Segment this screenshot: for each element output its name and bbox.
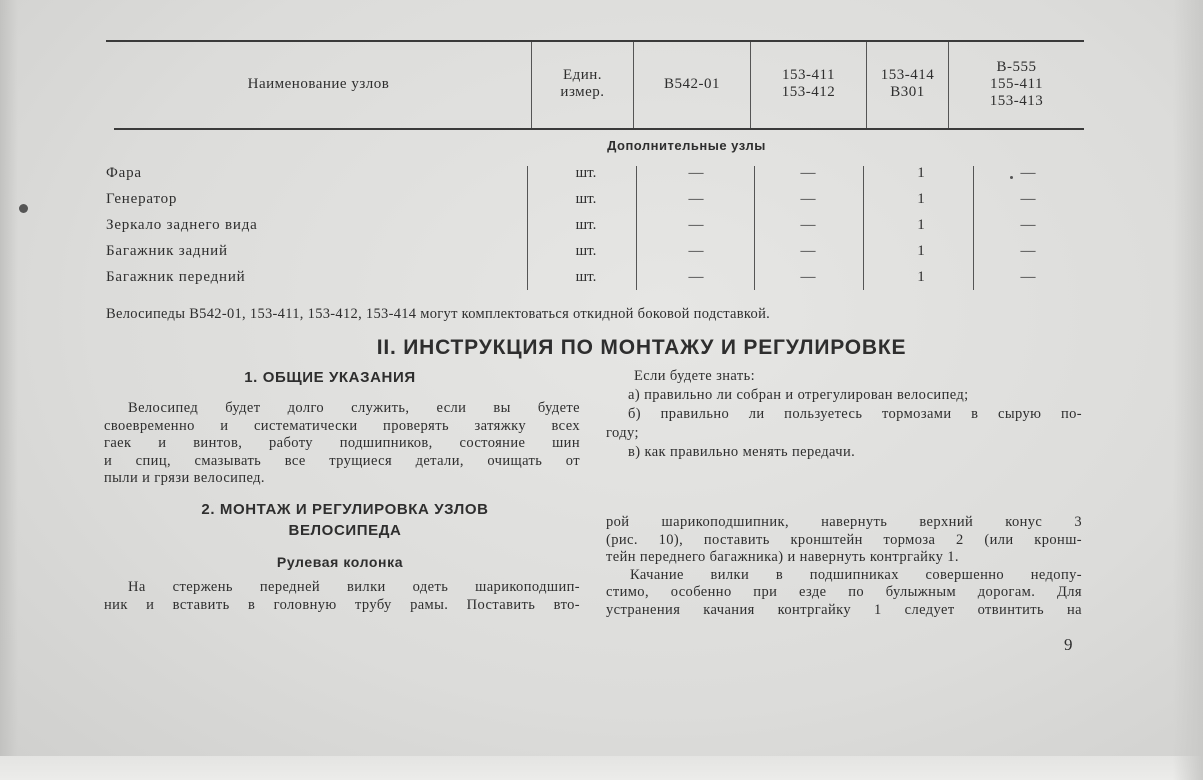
row-value: 1 xyxy=(917,165,925,181)
table-row xyxy=(106,240,1084,266)
row-name: Генератор xyxy=(106,191,178,207)
text-line: Велосипед будет долго служить, если вы будете xyxy=(128,400,580,416)
row-value: — xyxy=(1020,217,1036,233)
text-line: ник и вставить в головную трубу рамы. Поставить вто- xyxy=(104,596,580,613)
row-value: 1 xyxy=(917,243,925,259)
heading-line: ВЕЛОСИПЕДА xyxy=(288,522,402,539)
text-line: стимо, особенно при езде по булыжным дорогам. Для xyxy=(606,584,1082,600)
section1-paragraph xyxy=(104,400,580,488)
header-model-line: 153-411 xyxy=(782,67,835,83)
knowledge-list xyxy=(606,367,1082,462)
text-line: (рис. 10), поставить кронштейн тормоза 2 (или кронш- xyxy=(606,531,1082,548)
row-unit: шт. xyxy=(575,243,597,259)
header-model-line: 153-412 xyxy=(781,84,836,100)
row-unit: шт. xyxy=(575,269,597,285)
row-name: Багажник передний xyxy=(106,269,246,285)
header-model-line: В542-01 xyxy=(664,75,720,92)
header-model-line: 155-411 xyxy=(990,75,1043,92)
text-line: пыли и грязи велосипед. xyxy=(104,470,265,486)
row-value: — xyxy=(800,165,816,181)
row-value: 1 xyxy=(917,269,925,285)
page-bottom-edge xyxy=(0,756,1203,780)
text-line: гаек и винтов, работу подшипников, состояние шин xyxy=(104,435,580,451)
row-value: — xyxy=(688,165,704,181)
row-name: Фара xyxy=(106,165,142,181)
row-name: Зеркало заднего вида xyxy=(106,217,258,233)
row-value: — xyxy=(800,269,816,285)
header-model-line: 153-413 xyxy=(989,92,1044,109)
text-line: На стержень передней вилки одеть шарикоподшип- xyxy=(128,579,580,595)
row-unit: шт. xyxy=(575,217,597,233)
header-model-line: В301 xyxy=(890,84,925,100)
row-value: 1 xyxy=(917,191,925,207)
row-value: — xyxy=(1020,191,1036,207)
heading-line: 2. МОНТАЖ И РЕГУЛИРОВКА УЗЛОВ xyxy=(201,501,489,518)
row-value: — xyxy=(800,217,816,233)
section1-heading: 1. ОБЩИЕ УКАЗАНИЯ xyxy=(244,369,416,386)
text-line: устранения качания контргайку 1 следует отвинтить на xyxy=(606,601,1082,618)
row-value: — xyxy=(688,243,704,259)
header-model-b555 xyxy=(949,42,1084,126)
chapter-heading: II. ИНСТРУКЦИЯ ПО МОНТАЖУ И РЕГУЛИРОВКЕ xyxy=(376,336,907,359)
row-value: — xyxy=(1020,165,1036,181)
row-name: Багажник задний xyxy=(106,243,228,259)
list-item: б) правильно ли пользуетесь тормозами в сырую по- xyxy=(628,406,1082,422)
header-model-line: 153-414 xyxy=(880,67,935,83)
table-header-bottom-rule xyxy=(114,128,1084,130)
subsection-paragraph xyxy=(104,579,580,614)
text-line: рой шарикоподшипник, навернуть верхний конус 3 xyxy=(606,514,1082,530)
table-section-title: Дополнительные узлы xyxy=(607,138,766,153)
scan-speck xyxy=(1010,176,1013,179)
table-row xyxy=(106,266,1084,292)
text-line: тейн переднего багажника) и навернуть контргайку 1. xyxy=(606,549,959,565)
header-name-text: Наименование узлов xyxy=(247,75,390,92)
header-name xyxy=(106,42,531,126)
table-row xyxy=(106,188,1084,214)
section2-heading xyxy=(110,499,580,541)
row-value: — xyxy=(800,191,816,207)
row-value: — xyxy=(1020,269,1036,285)
row-value: 1 xyxy=(917,217,925,233)
text-line: Качание вилки в подшипниках совершенно недопу- xyxy=(630,566,1082,583)
row-value: — xyxy=(1020,243,1036,259)
header-model-153-414 xyxy=(867,42,948,126)
text-line: своевременно и систематически проверять затяжку всех xyxy=(104,417,580,434)
list-item: а) правильно ли собран и отрегулирован велосипед; xyxy=(628,387,969,403)
row-unit: шт. xyxy=(575,191,597,207)
parts-table xyxy=(106,160,1084,290)
header-unit-line: Един. xyxy=(562,67,603,83)
text-line: Если будете знать: xyxy=(634,368,756,384)
row-unit: шт. xyxy=(575,165,597,181)
header-model-b542 xyxy=(634,42,750,126)
list-item: году; xyxy=(606,425,639,441)
continuation-paragraph xyxy=(606,514,1082,619)
table-header xyxy=(106,38,1084,130)
scan-speck xyxy=(19,204,28,213)
text-line: и спиц, смазывать все трущиеся детали, очищать от xyxy=(104,452,580,469)
header-model-153-411 xyxy=(751,42,866,126)
row-value: — xyxy=(800,243,816,259)
row-value: — xyxy=(688,191,704,207)
header-unit xyxy=(532,42,633,126)
header-model-line: В-555 xyxy=(996,58,1037,75)
subsection-heading: Рулевая колонка xyxy=(276,554,404,570)
row-value: — xyxy=(688,217,704,233)
header-unit-line: измер. xyxy=(560,84,605,100)
table-row xyxy=(106,162,1084,188)
table-row xyxy=(106,214,1084,240)
list-item: в) как правильно менять передачи. xyxy=(628,444,856,460)
page-number: 9 xyxy=(1064,635,1073,654)
row-value: — xyxy=(688,269,704,285)
table-note: Велосипеды В542-01, 153-411, 153-412, 153-414 могут комплектоваться откидной боковой подставкой. xyxy=(106,306,771,322)
